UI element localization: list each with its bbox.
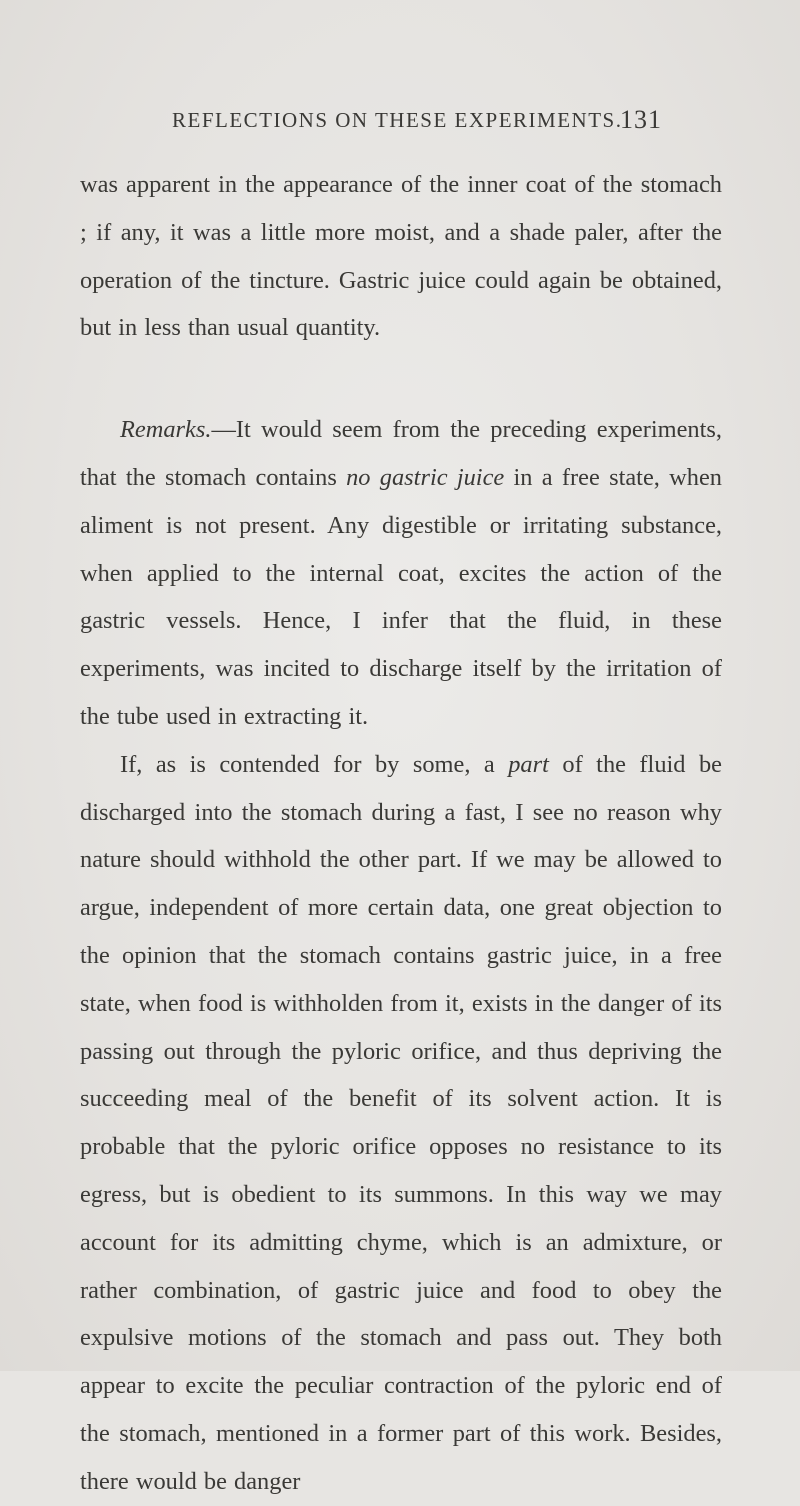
running-head [172, 105, 662, 148]
paragraph-text: in a free state, when aliment is not present. Any digestible or irritating substance, when applied to the internal coat, excites the action of the gastric vessels. Hence, I infer that the fluid, in these experiments, was incited to discharge itself by the irritation of the tube used in extracting it. [80, 463, 722, 730]
paragraph-text: was apparent in the appearance of the inner coat of the stomach ; if any, it was a little more moist, and a shade paler, after the operation of the tincture. Gastric juice could again be obtained, but in less than usual quantity. [80, 171, 722, 342]
paragraph-text: If, as is contended for by some, a [120, 750, 509, 778]
paragraph-remarks [80, 406, 722, 741]
page-number: 131 [620, 105, 662, 134]
paragraph-argument [80, 741, 722, 1506]
running-title: REFLECTIONS ON THESE EXPERIMENTS. [172, 108, 623, 132]
paragraph-text: —It would seem from the preceding experiments, that the stomach contains [80, 416, 722, 491]
emphasis-text: part [508, 750, 549, 778]
paragraph-continued [80, 161, 722, 352]
remarks-label: Remarks. [120, 416, 212, 444]
body-text [80, 161, 722, 1506]
paragraph-text: of the fluid be discharged into the stomach during a fast, I see no reason why nature should withhold the other part. If we may be allowed to argue, independent of more certain data, one great objection to the opinion that the stomach contains gastric juice, in a free state, when food is withholden from it, exists in the danger of its passing out through the pyloric orifice, and thus depriving the succeeding meal of the benefit of its solvent action. It is probable that the pyloric orifice opposes no resistance to its egress, but is obedient to its summons. In this way we may account for its admitting chyme, which is an admixture, or rather combination, of gastric juice and food to obey the expulsive motions of the stomach and pass out. They both appear to excite the peculiar contraction of the pyloric end of the stomach, mentioned in a former part of this work. Besides, there would be danger [80, 750, 722, 1495]
emphasis-text: no gastric juice [346, 463, 505, 491]
